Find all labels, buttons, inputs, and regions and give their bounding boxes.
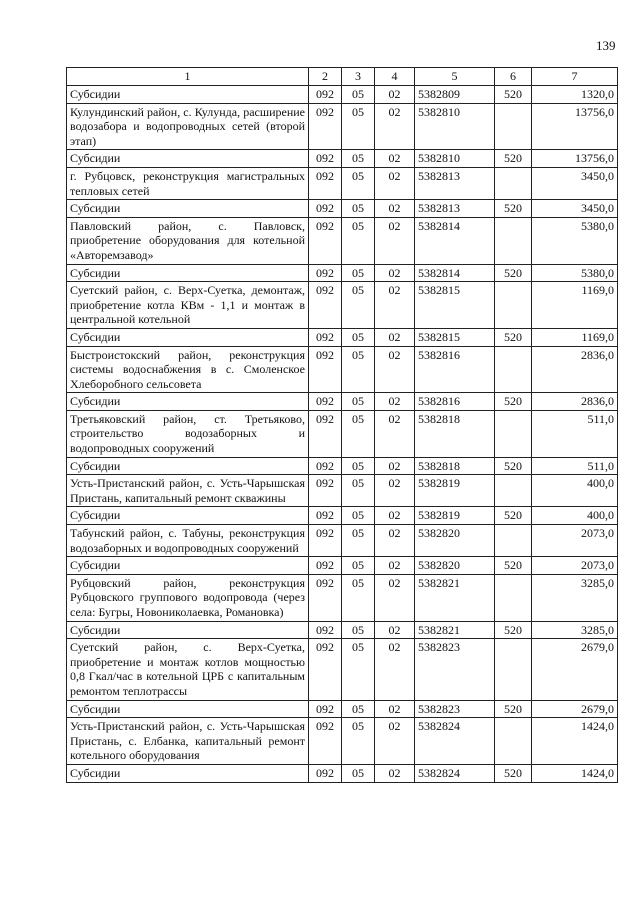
cell-col-5: 5382813 xyxy=(415,200,495,218)
cell-col-5: 5382818 xyxy=(415,457,495,475)
cell-col-5: 5382819 xyxy=(415,507,495,525)
table-row xyxy=(67,700,618,718)
page-number: 139 xyxy=(596,38,616,53)
cell-col-4: 02 xyxy=(375,457,415,475)
table-row xyxy=(67,621,618,639)
table-row xyxy=(67,103,618,150)
cell-col-6 xyxy=(495,346,532,393)
cell-col-7: 5380,0 xyxy=(532,264,618,282)
cell-col-3: 05 xyxy=(342,217,375,264)
cell-col-3: 05 xyxy=(342,764,375,782)
cell-col-5: 5382810 xyxy=(415,150,495,168)
cell-col-7: 1424,0 xyxy=(532,718,618,765)
header-col-5: 5 xyxy=(415,68,495,86)
cell-col-2: 092 xyxy=(309,639,342,700)
cell-description: Быстроистокский район, реконструкция системы водоснабжения в с. Смоленское Хлеборобного сельсовета xyxy=(67,346,309,393)
cell-col-6: 520 xyxy=(495,86,532,104)
cell-col-4: 02 xyxy=(375,410,415,457)
cell-col-4: 02 xyxy=(375,150,415,168)
cell-description: Субсидии xyxy=(67,200,309,218)
cell-col-2: 092 xyxy=(309,346,342,393)
cell-col-2: 092 xyxy=(309,217,342,264)
cell-col-5: 5382813 xyxy=(415,167,495,199)
cell-col-7: 2679,0 xyxy=(532,700,618,718)
table-row xyxy=(67,150,618,168)
cell-col-7: 1320,0 xyxy=(532,86,618,104)
table-row xyxy=(67,507,618,525)
cell-col-5: 5382818 xyxy=(415,410,495,457)
cell-col-2: 092 xyxy=(309,621,342,639)
cell-col-3: 05 xyxy=(342,103,375,150)
cell-col-4: 02 xyxy=(375,282,415,329)
cell-col-6: 520 xyxy=(495,393,532,411)
cell-col-3: 05 xyxy=(342,525,375,557)
cell-col-2: 092 xyxy=(309,700,342,718)
cell-col-4: 02 xyxy=(375,103,415,150)
cell-col-7: 13756,0 xyxy=(532,150,618,168)
cell-col-6: 520 xyxy=(495,764,532,782)
cell-col-2: 092 xyxy=(309,328,342,346)
cell-description: г. Рубцовск, реконструкция магистральных тепловых сетей xyxy=(67,167,309,199)
cell-col-3: 05 xyxy=(342,346,375,393)
cell-col-4: 02 xyxy=(375,346,415,393)
cell-col-4: 02 xyxy=(375,217,415,264)
cell-col-7: 1169,0 xyxy=(532,328,618,346)
cell-description: Субсидии xyxy=(67,700,309,718)
cell-col-2: 092 xyxy=(309,200,342,218)
cell-col-4: 02 xyxy=(375,525,415,557)
cell-col-7: 400,0 xyxy=(532,475,618,507)
cell-col-6 xyxy=(495,167,532,199)
cell-col-2: 092 xyxy=(309,86,342,104)
table-row xyxy=(67,393,618,411)
cell-col-7: 2073,0 xyxy=(532,525,618,557)
table-row xyxy=(67,217,618,264)
cell-col-2: 092 xyxy=(309,393,342,411)
header-col-1: 1 xyxy=(67,68,309,86)
cell-description: Усть-Пристанский район, с. Усть-Чарышская Пристань, с. Елбанка, капитальный ремонт котельного оборудования xyxy=(67,718,309,765)
cell-col-5: 5382821 xyxy=(415,574,495,621)
cell-col-6: 520 xyxy=(495,200,532,218)
cell-col-3: 05 xyxy=(342,639,375,700)
cell-col-2: 092 xyxy=(309,574,342,621)
cell-col-5: 5382820 xyxy=(415,557,495,575)
table-row xyxy=(67,264,618,282)
cell-col-7: 5380,0 xyxy=(532,217,618,264)
header-col-6: 6 xyxy=(495,68,532,86)
cell-col-2: 092 xyxy=(309,103,342,150)
cell-col-6 xyxy=(495,217,532,264)
cell-description: Субсидии xyxy=(67,150,309,168)
cell-col-5: 5382820 xyxy=(415,525,495,557)
cell-col-6: 520 xyxy=(495,457,532,475)
cell-col-7: 511,0 xyxy=(532,410,618,457)
cell-col-6 xyxy=(495,282,532,329)
cell-col-7: 3450,0 xyxy=(532,167,618,199)
table-row xyxy=(67,457,618,475)
cell-col-6 xyxy=(495,475,532,507)
cell-col-2: 092 xyxy=(309,507,342,525)
header-col-7: 7 xyxy=(532,68,618,86)
cell-col-5: 5382819 xyxy=(415,475,495,507)
cell-col-6: 520 xyxy=(495,150,532,168)
cell-description: Субсидии xyxy=(67,764,309,782)
table-row xyxy=(67,557,618,575)
cell-col-4: 02 xyxy=(375,700,415,718)
cell-col-6: 520 xyxy=(495,621,532,639)
cell-col-3: 05 xyxy=(342,410,375,457)
table-row xyxy=(67,525,618,557)
cell-col-4: 02 xyxy=(375,621,415,639)
cell-col-3: 05 xyxy=(342,282,375,329)
cell-description: Рубцовский район, реконструкция Рубцовского группового водопровода (через села: Бугры, Новониколаевка, Романовка) xyxy=(67,574,309,621)
cell-col-7: 1424,0 xyxy=(532,764,618,782)
table-row xyxy=(67,167,618,199)
cell-col-3: 05 xyxy=(342,475,375,507)
table-row xyxy=(67,410,618,457)
cell-col-6 xyxy=(495,574,532,621)
table-body xyxy=(67,86,618,783)
cell-col-5: 5382821 xyxy=(415,621,495,639)
cell-col-2: 092 xyxy=(309,410,342,457)
cell-description: Субсидии xyxy=(67,393,309,411)
cell-col-3: 05 xyxy=(342,574,375,621)
cell-col-6 xyxy=(495,410,532,457)
cell-col-5: 5382814 xyxy=(415,217,495,264)
cell-col-5: 5382824 xyxy=(415,764,495,782)
cell-col-7: 2836,0 xyxy=(532,393,618,411)
cell-col-3: 05 xyxy=(342,700,375,718)
cell-col-6: 520 xyxy=(495,557,532,575)
cell-col-7: 3450,0 xyxy=(532,200,618,218)
cell-col-3: 05 xyxy=(342,150,375,168)
cell-col-6 xyxy=(495,639,532,700)
cell-col-2: 092 xyxy=(309,282,342,329)
cell-col-2: 092 xyxy=(309,150,342,168)
header-col-2: 2 xyxy=(309,68,342,86)
cell-col-4: 02 xyxy=(375,86,415,104)
cell-col-6: 520 xyxy=(495,328,532,346)
cell-col-7: 1169,0 xyxy=(532,282,618,329)
cell-description: Субсидии xyxy=(67,264,309,282)
cell-description: Субсидии xyxy=(67,557,309,575)
budget-table xyxy=(66,67,618,783)
table-row xyxy=(67,475,618,507)
cell-col-4: 02 xyxy=(375,557,415,575)
cell-col-2: 092 xyxy=(309,167,342,199)
cell-col-2: 092 xyxy=(309,557,342,575)
cell-description: Субсидии xyxy=(67,328,309,346)
cell-col-6: 520 xyxy=(495,700,532,718)
cell-col-5: 5382814 xyxy=(415,264,495,282)
table-row xyxy=(67,282,618,329)
table-row xyxy=(67,346,618,393)
cell-col-2: 092 xyxy=(309,764,342,782)
cell-col-5: 5382823 xyxy=(415,639,495,700)
cell-col-5: 5382816 xyxy=(415,346,495,393)
cell-description: Суетский район, с. Верх-Суетка, демонтаж, приобретение котла КВм - 1,1 и монтаж в центральной котельной xyxy=(67,282,309,329)
cell-description: Павловский район, с. Павловск, приобретение оборудования для котельной «Авторемзавод» xyxy=(67,217,309,264)
cell-col-5: 5382823 xyxy=(415,700,495,718)
header-col-4: 4 xyxy=(375,68,415,86)
cell-col-3: 05 xyxy=(342,328,375,346)
cell-col-4: 02 xyxy=(375,475,415,507)
cell-col-4: 02 xyxy=(375,328,415,346)
cell-col-4: 02 xyxy=(375,507,415,525)
header-col-3: 3 xyxy=(342,68,375,86)
cell-col-5: 5382816 xyxy=(415,393,495,411)
cell-col-7: 2073,0 xyxy=(532,557,618,575)
table-row xyxy=(67,328,618,346)
cell-description: Табунский район, с. Табуны, реконструкция водозаборных и водопроводных сооружений xyxy=(67,525,309,557)
table-row xyxy=(67,86,618,104)
cell-description: Усть-Пристанский район, с. Усть-Чарышская Пристань, капитальный ремонт скважины xyxy=(67,475,309,507)
cell-col-4: 02 xyxy=(375,393,415,411)
cell-col-4: 02 xyxy=(375,200,415,218)
cell-col-3: 05 xyxy=(342,200,375,218)
cell-col-2: 092 xyxy=(309,718,342,765)
cell-col-3: 05 xyxy=(342,167,375,199)
cell-col-3: 05 xyxy=(342,264,375,282)
cell-description: Третьяковский район, ст. Третьяково, строительство водозаборных и водопроводных сооружений xyxy=(67,410,309,457)
cell-col-7: 400,0 xyxy=(532,507,618,525)
cell-col-7: 3285,0 xyxy=(532,574,618,621)
cell-col-3: 05 xyxy=(342,86,375,104)
cell-col-4: 02 xyxy=(375,574,415,621)
cell-description: Субсидии xyxy=(67,457,309,475)
cell-description: Субсидии xyxy=(67,507,309,525)
cell-col-6: 520 xyxy=(495,264,532,282)
cell-col-5: 5382809 xyxy=(415,86,495,104)
cell-col-5: 5382815 xyxy=(415,282,495,329)
table-header xyxy=(67,68,618,86)
cell-col-6 xyxy=(495,103,532,150)
cell-col-3: 05 xyxy=(342,557,375,575)
cell-col-5: 5382824 xyxy=(415,718,495,765)
cell-col-4: 02 xyxy=(375,718,415,765)
cell-col-6 xyxy=(495,718,532,765)
cell-col-3: 05 xyxy=(342,457,375,475)
cell-col-4: 02 xyxy=(375,639,415,700)
cell-col-7: 511,0 xyxy=(532,457,618,475)
cell-col-4: 02 xyxy=(375,167,415,199)
cell-col-5: 5382815 xyxy=(415,328,495,346)
cell-col-7: 13756,0 xyxy=(532,103,618,150)
cell-col-3: 05 xyxy=(342,718,375,765)
cell-description: Суетский район, с. Верх-Суетка, приобретение и монтаж котлов мощностью 0,8 Гкал/час в котельной ЦРБ с капитальным ремонтом теплотрассы xyxy=(67,639,309,700)
cell-col-2: 092 xyxy=(309,525,342,557)
cell-description: Субсидии xyxy=(67,621,309,639)
table-row xyxy=(67,200,618,218)
table-row xyxy=(67,574,618,621)
cell-col-4: 02 xyxy=(375,264,415,282)
table-row xyxy=(67,718,618,765)
cell-col-2: 092 xyxy=(309,264,342,282)
cell-col-4: 02 xyxy=(375,764,415,782)
cell-col-6: 520 xyxy=(495,507,532,525)
table-row xyxy=(67,764,618,782)
cell-col-3: 05 xyxy=(342,393,375,411)
header-row xyxy=(67,68,618,86)
cell-col-5: 5382810 xyxy=(415,103,495,150)
cell-col-6 xyxy=(495,525,532,557)
cell-col-7: 2836,0 xyxy=(532,346,618,393)
cell-col-7: 3285,0 xyxy=(532,621,618,639)
cell-col-2: 092 xyxy=(309,457,342,475)
cell-description: Кулундинский район, с. Кулунда, расширение водозабора и водопроводных сетей (второй этап) xyxy=(67,103,309,150)
table-row xyxy=(67,639,618,700)
cell-col-3: 05 xyxy=(342,507,375,525)
cell-col-7: 2679,0 xyxy=(532,639,618,700)
cell-description: Субсидии xyxy=(67,86,309,104)
cell-col-2: 092 xyxy=(309,475,342,507)
cell-col-3: 05 xyxy=(342,621,375,639)
